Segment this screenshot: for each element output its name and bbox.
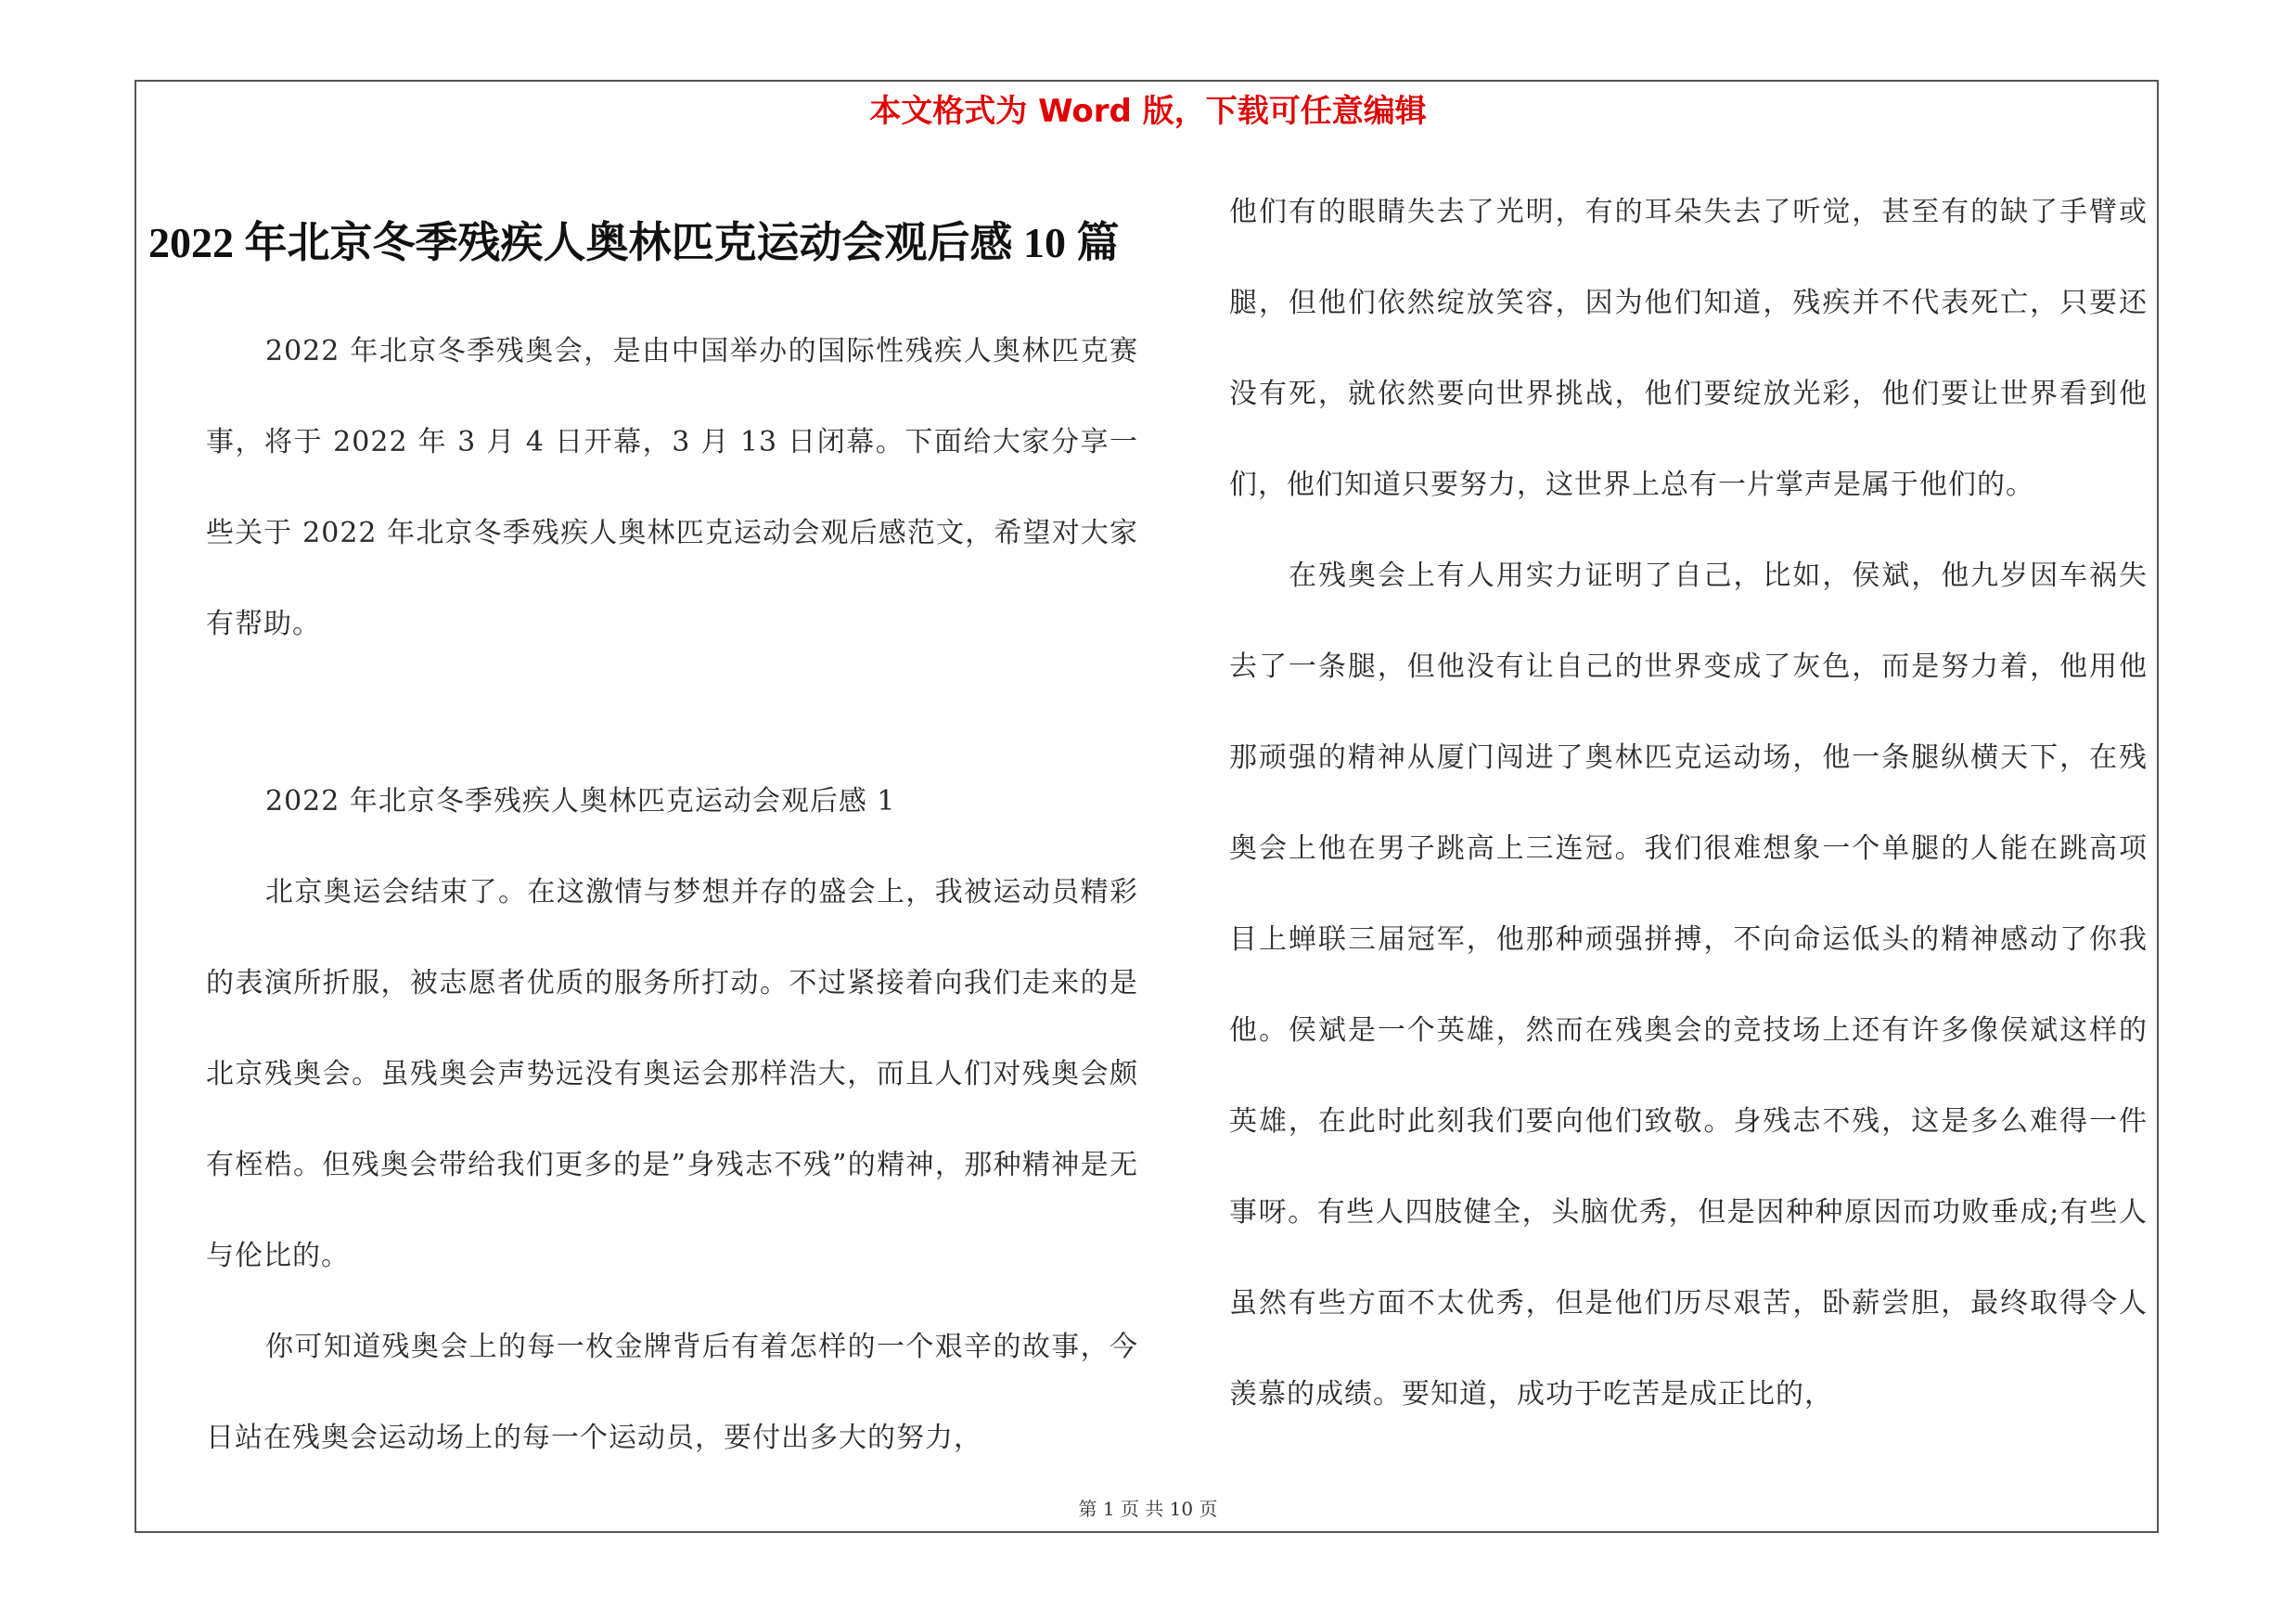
right-column-body — [1229, 167, 2148, 1440]
right-paragraph-2: 在残奥会上有人用实力证明了自己，比如，侯斌，他九岁因车祸失去了一条腿，但他没有让自己的世界变成了灰色，而是努力着，他用他那顽强的精神从厦门闯进了奥林匹克运动场，他一条腿纵横天下，在残奥会上他在男子跳高上三连冠。我们很难想象一个单腿的人能在跳高项目上蝉联三届冠军，他那种顽强拼搏，不向命运低头的精神感动了你我他。侯斌是一个英雄，然而在残奥会的竞技场上还有许多像侯斌这样的英雄，在此时此刻我们要向他们致敬。身残志不残，这是多么难得一件事呀。有些人四肢健全，头脑优秀，但是因种种原因而功败垂成;有些人虽然有些方面不太优秀，但是他们历尽艰苦，卧薪尝胆，最终取得令人羡慕的成绩。要知道，成功于吃苦是成正比的， — [1229, 560, 2148, 1410]
left-paragraph-2: 你可知道残奥会上的每一枚金牌背后有着怎样的一个艰辛的故事，今日站在残奥会运动场上的每一个运动员，要付出多大的努力， — [206, 1331, 1138, 1454]
document-title: 2022 年北京冬季残疾人奥林匹克运动会观后感 10 篇 — [148, 219, 1120, 266]
page-number: 第 1 页 共 10 页 — [1078, 1498, 1218, 1520]
left-column-body — [206, 756, 1138, 1484]
right-paragraph-1: 他们有的眼睛失去了光明，有的耳朵失去了听觉，甚至有的缺了手臂或腿，但他们依然绽放笑容，因为他们知道，残疾并不代表死亡，只要还没有死，就依然要向世界挑战，他们要绽放光彩，他们要让世界看到他们，他们知道只要努力，这世界上总有一片掌声是属于他们的。 — [1229, 196, 2148, 501]
intro-section — [206, 306, 1138, 670]
format-banner: 本文格式为 Word 版，下载可任意编辑 — [869, 93, 1427, 130]
section-heading: 2022 年北京冬季残疾人奥林匹克运动会观后感 1 — [265, 785, 896, 818]
intro-paragraph: 2022 年北京冬季残奥会，是由中国举办的国际性残疾人奥林匹克赛事，将于 2022 年 3 月 4 日开幕，3 月 13 日闭幕。下面给大家分享一些关于 2022 年北京冬季残疾人奥林匹克运动会观后感范文，希望对大家有帮助。 — [206, 335, 1138, 640]
left-paragraph-1: 北京奥运会结束了。在这激情与梦想并存的盛会上，我被运动员精彩的表演所折服，被志愿者优质的服务所打动。不过紧接着向我们走来的是北京残奥会。虽残奥会声势远没有奥运会那样浩大，而且人们对残奥会颇有桎梏。但残奥会带给我们更多的是”身残志不残”的精神，那种精神是无与伦比的。 — [206, 876, 1138, 1272]
